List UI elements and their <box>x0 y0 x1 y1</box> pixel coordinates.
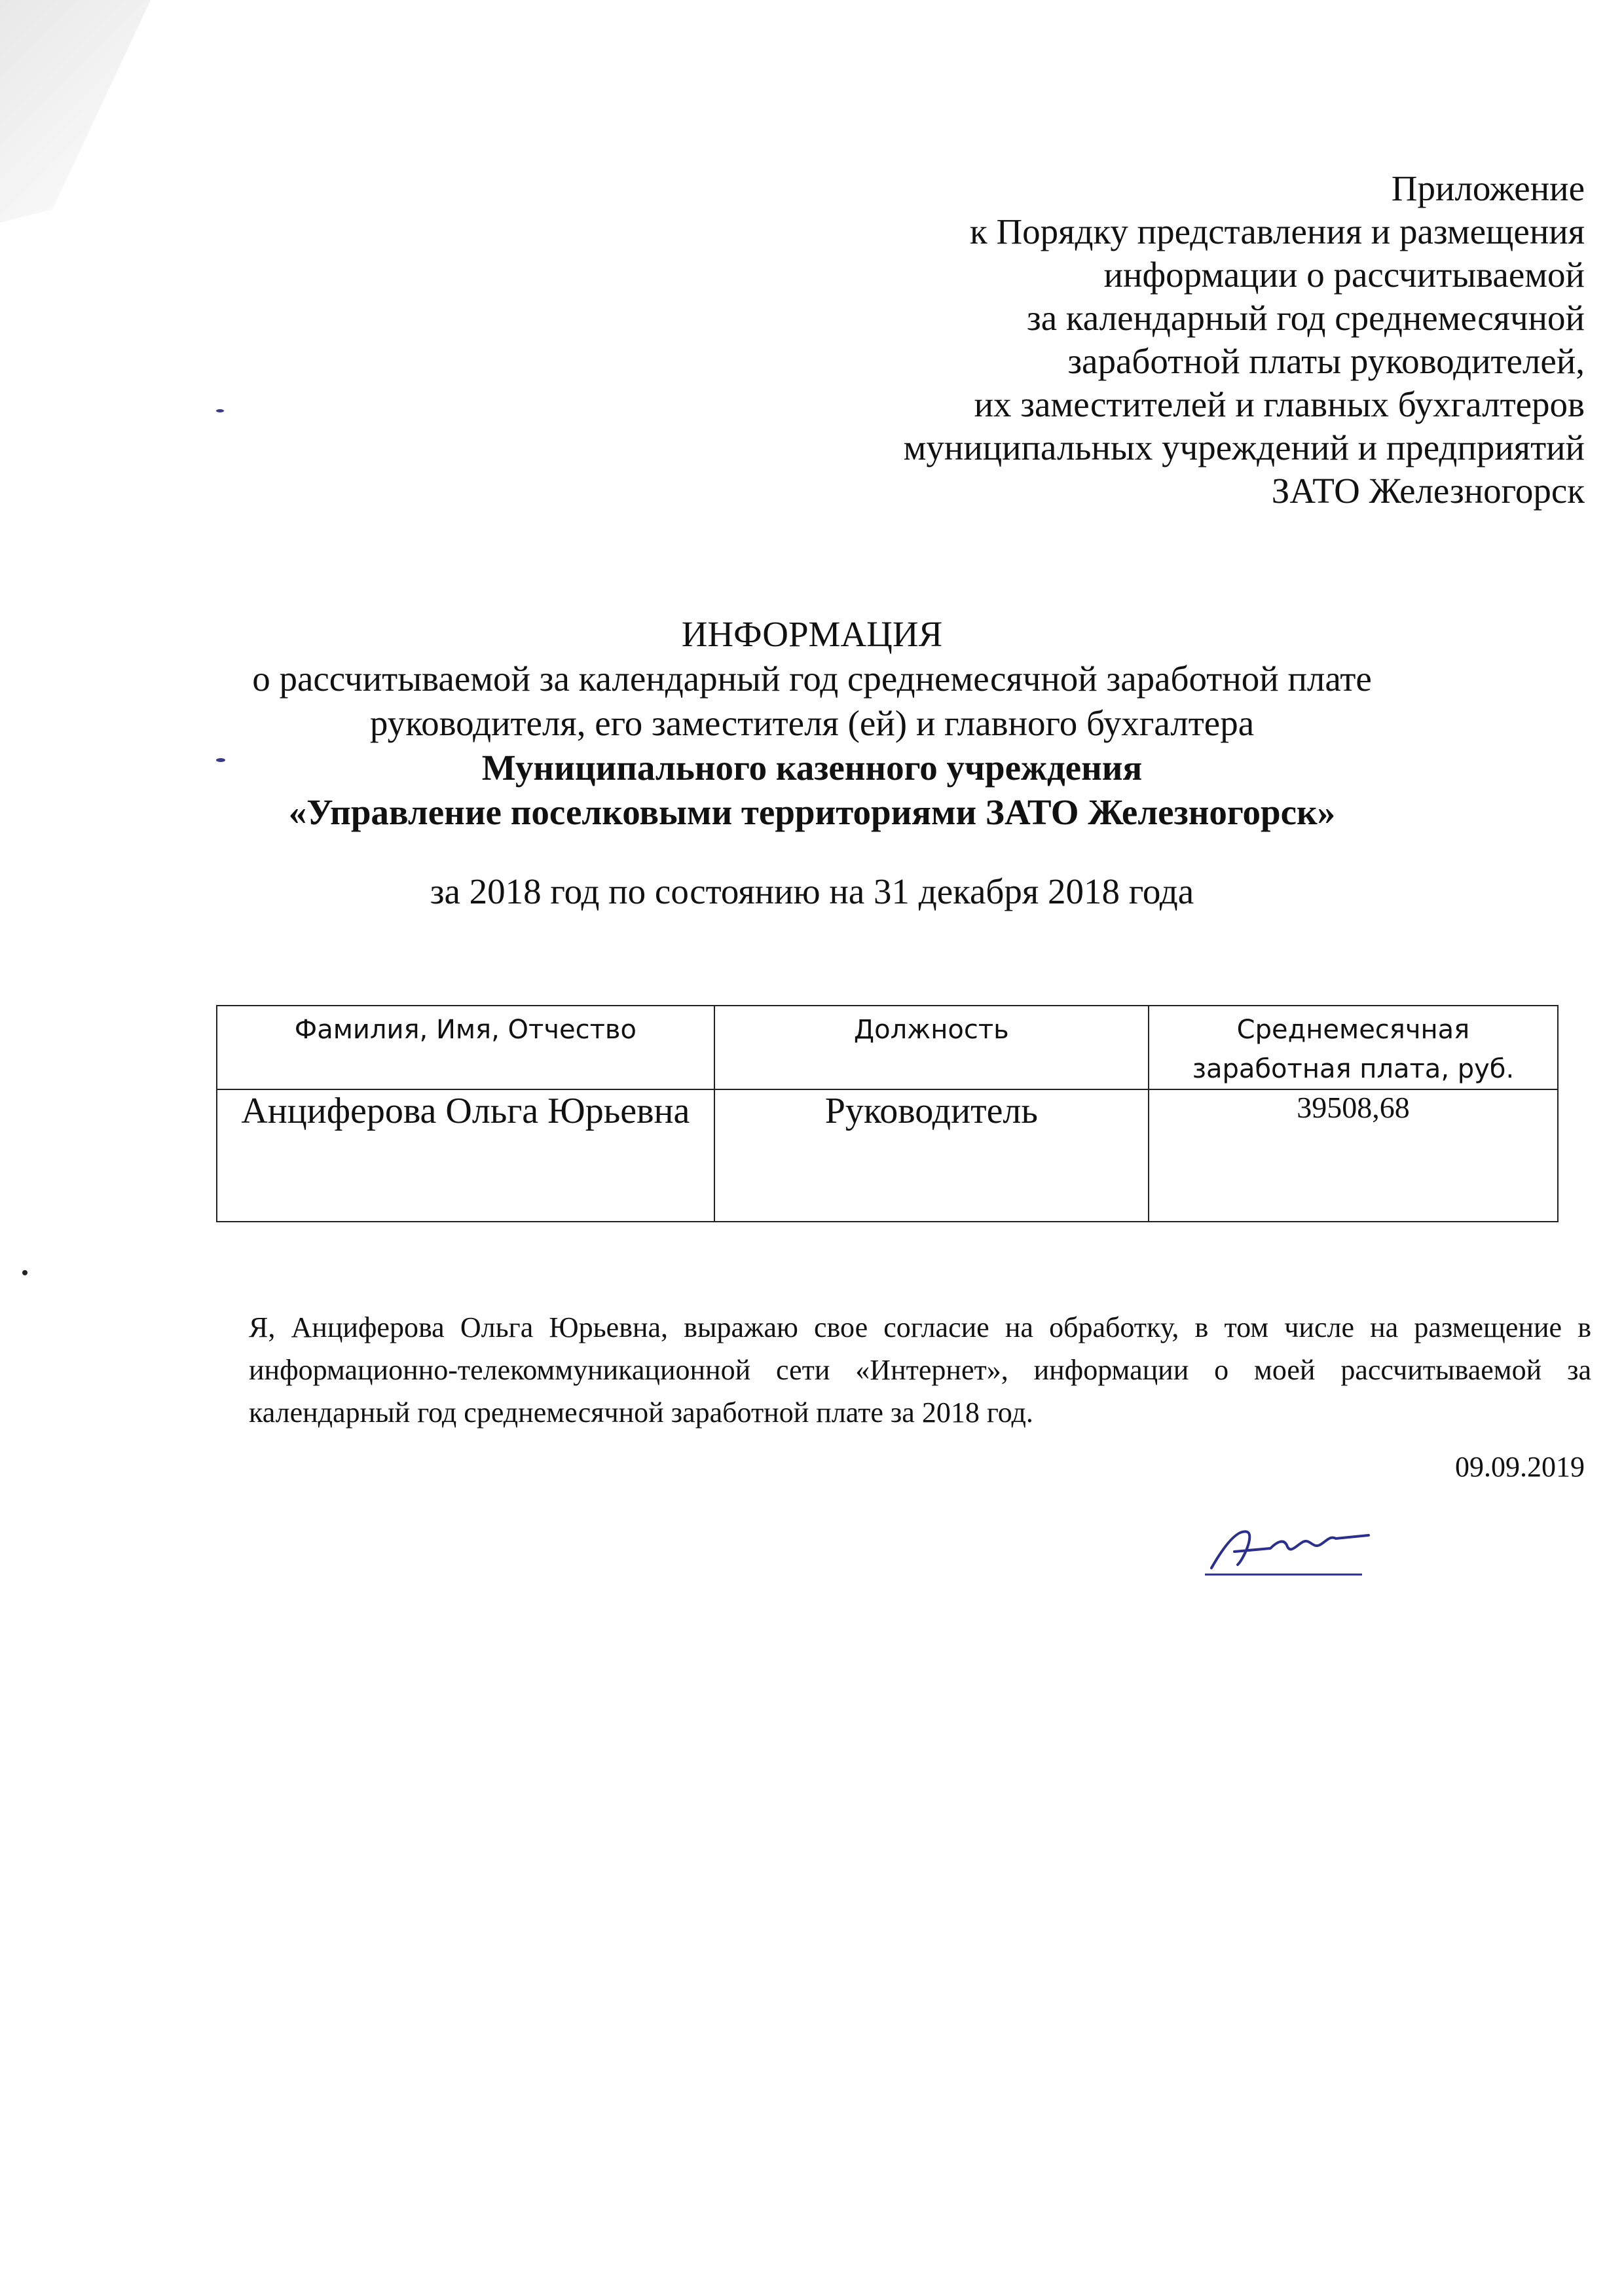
scan-speck <box>216 409 224 412</box>
cell-average-salary: 39508,68 <box>1149 1089 1558 1222</box>
scan-speck <box>22 1270 28 1275</box>
report-period: за 2018 год по состоянию на 31 декабря 2018 года <box>430 871 1194 911</box>
salary-table <box>216 1005 1559 1222</box>
scan-page-fold <box>0 0 151 223</box>
appendix-line: заработной платы руководителей, <box>1067 341 1585 381</box>
appendix-line: ЗАТО Железногорск <box>1271 471 1585 511</box>
header-full-name: Фамилия, Имя, Отчество <box>217 1006 714 1089</box>
heading-line: руководителя, его заместителя (ей) и главного бухгалтера <box>369 703 1255 743</box>
signature-date: 09.09.2019 <box>1455 1451 1585 1483</box>
organization-name-line1: Муниципального казенного учреждения <box>481 748 1143 788</box>
heading-line: о рассчитываемой за календарный год среднемесячной заработной плате <box>252 659 1372 699</box>
appendix-line: за календарный год среднемесячной <box>1026 298 1585 338</box>
header-average-salary: Среднемесячная заработная плата, руб. <box>1149 1006 1558 1089</box>
appendix-line: Приложение <box>1391 168 1585 208</box>
appendix-note <box>668 167 1585 513</box>
table-header-row <box>217 1006 1558 1089</box>
appendix-line: их заместителей и главных бухгалтеров <box>974 384 1585 424</box>
table-row <box>217 1089 1558 1222</box>
document-heading <box>0 612 1624 835</box>
scan-speck <box>216 758 225 762</box>
appendix-line: информации о рассчитываемой <box>1103 255 1585 295</box>
cell-position: Руководитель <box>714 1089 1149 1222</box>
organization-name-line2: «Управление поселковыми территориями ЗАТО Железногорск» <box>288 792 1336 832</box>
consent-statement: Я, Анциферова Ольга Юрьевна, выражаю свое согласие на обработку, в том числе на размещение в информационно-телекоммуникационной сети «Интернет», информации о моей рассчитываемой за календарный год среднемесячной заработной плате за 2018 год. <box>249 1311 1591 1429</box>
document-title: ИНФОРМАЦИЯ <box>681 614 943 654</box>
handwritten-signature <box>1198 1519 1414 1578</box>
cell-full-name: Анциферова Ольга Юрьевна <box>217 1089 714 1222</box>
appendix-line: муниципальных учреждений и предприятий <box>903 428 1585 467</box>
header-position: Должность <box>714 1006 1149 1089</box>
appendix-line: к Порядку представления и размещения <box>969 211 1585 251</box>
